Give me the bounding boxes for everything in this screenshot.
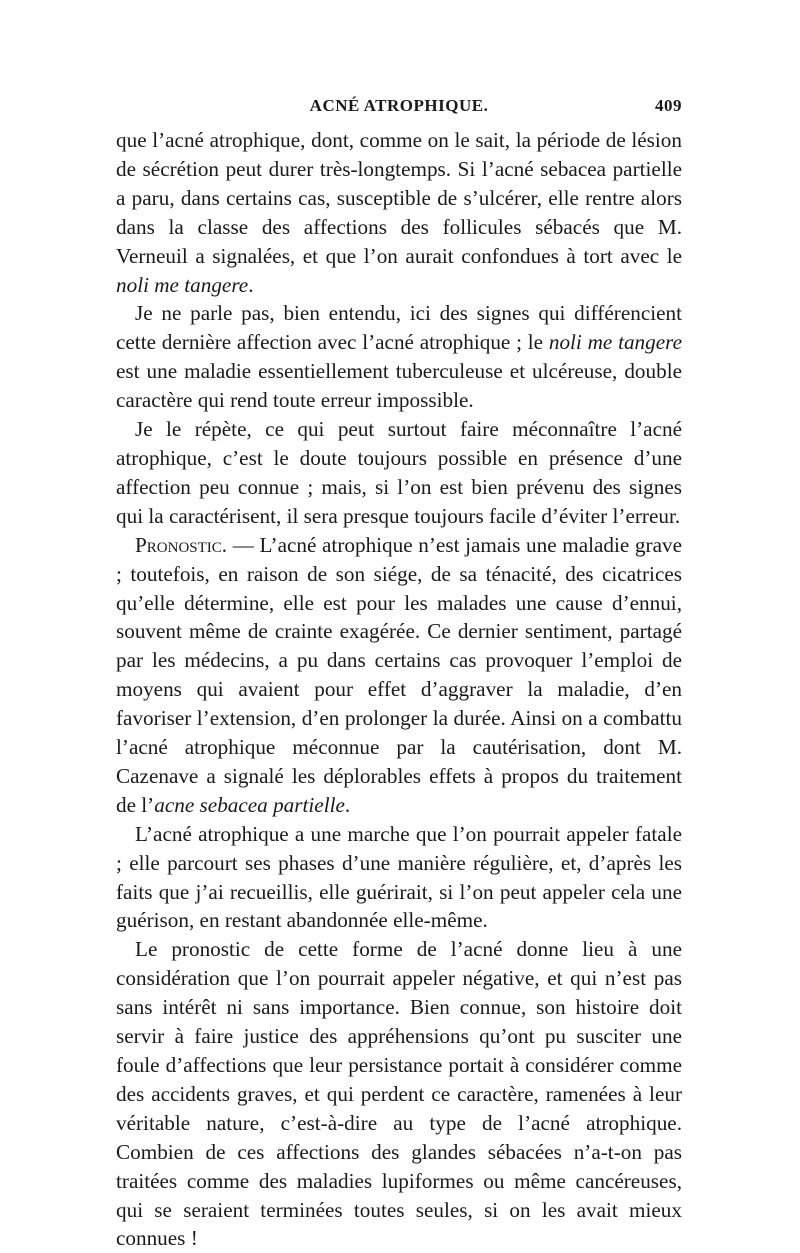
running-title: ACNÉ ATROPHIQUE. xyxy=(309,96,489,115)
paragraph-text: Je le répète, ce qui peut surtout faire méconnaître l’acné atrophique, c’est le doute toujours possible en présence d’une affection peu connue ; mais, si l’on est bien prévenu des signes qui la caractérisent, il sera presque toujours facile d’éviter l’erreur. xyxy=(116,417,682,528)
paragraph xyxy=(116,531,682,820)
paragraph-text: . xyxy=(248,272,254,297)
paragraph xyxy=(116,820,682,936)
italic-term: noli me tangere xyxy=(116,272,249,297)
paragraph xyxy=(116,126,682,299)
paragraph xyxy=(116,415,682,531)
section-heading: Pronostic. xyxy=(135,532,228,557)
paragraph xyxy=(116,299,682,415)
paragraph-text: . xyxy=(344,792,351,817)
italic-term: acne sebacea partielle xyxy=(154,792,345,817)
paragraph-text: — L’acné atrophique n’est jamais une maladie grave ; toutefois, en raison de son siége, de sa ténacité, des cicatrices qu’elle détermine, elle est pour les malades une cause d’ennui, souvent même de crainte exagérée. Ce dernier sentiment, partagé par les médecins, a pu dans certains cas provoquer l’emploi de moyens qui avaient pour effet d’aggraver la maladie, d’en favoriser l’extension, d’en prolonger la durée. Ainsi on a combattu l’acné atrophique méconnue par la cautérisation, dont M. Cazenave a signalé les déplorables effets à propos du traitement de l’ xyxy=(116,532,682,817)
paragraph-text: Le pronostic de cette forme de l’acné donne lieu à une considération que l’on pourrait appeler négative, et qui n’est pas sans intérêt ni sans importance. Bien connue, son histoire doit servir à faire justice des appréhensions qu’ont pu susciter une foule d’affections que leur persistance portait à considérer comme des accidents graves, et qui perdent ce caractère, ramenées à leur véritable nature, c’est-à-dire au type de l’acné atrophique. Combien de ces affections des glandes sébacées n’a-t-on pas traitées comme des maladies lupiformes ou même cancéreuses, qui se seraient terminées toutes seules, si on les avait mieux connues ! xyxy=(116,937,682,1251)
paragraph xyxy=(116,935,682,1253)
paragraph-text: Je ne parle pas, bien entendu, ici des signes qui différencient cette dernière affection avec l’acné atrophique ; le xyxy=(116,301,682,355)
paragraph-text: que l’acné atrophique, dont, comme on le sait, la période de lésion de sécrétion peut durer très-longtemps. Si l’acné sebacea partielle a paru, dans certains cas, susceptible de s’ulcérer, elle rentre alors dans la classe des affections des follicules sébacés que M. Verneuil a signalées, et que l’on aurait confondues à tort avec le xyxy=(116,128,682,268)
italic-term: noli me tangere xyxy=(548,330,682,355)
paragraph-text: L’acné atrophique a une marche que l’on pourrait appeler fatale ; elle parcourt ses phases d’une manière régulière, et, d’après les faits que j’ai recueillis, elle guérirait, si l’on peut appeler cela une guérison, en restant abandonnée elle-même. xyxy=(116,821,682,933)
page-number: 409 xyxy=(655,96,682,115)
body-text xyxy=(116,126,682,1253)
paragraph-text: est une maladie essentiellement tuberculeuse et ulcéreuse, double caractère qui rend toute erreur impossible. xyxy=(116,359,682,413)
running-head xyxy=(116,96,682,122)
